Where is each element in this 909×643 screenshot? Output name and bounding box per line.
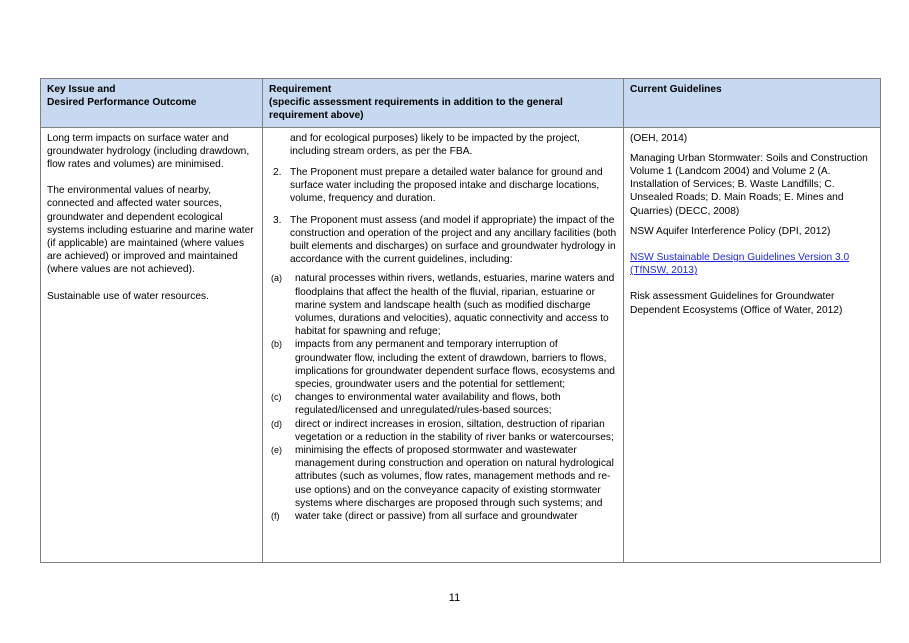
requirement-text: The Proponent must assess (and model if appropriate) the impact of the construction and operation of the project and any ancillary facilities (both built elements and discharges) on surface and groundwater hydrology in accordance with the current guidelines, including: <box>290 214 617 266</box>
guideline-urban-stormwater: Managing Urban Stormwater: Soils and Construction Volume 1 (Landcom 2004) and Volume 2 (A. Installation of Services; B. Waste Landfills; C. Unsealed Roads; D. Main Roads; E. Mines and Quarries) (DECC, 2008) <box>630 152 868 217</box>
header-key-issue <box>41 79 263 128</box>
header-requirement-line2: (specific assessment requirements in addition to the general requirement above) <box>269 97 563 122</box>
sub-item-text: water take (direct or passive) from all surface and groundwater <box>295 511 578 523</box>
sub-item-letter: (b) <box>271 339 282 350</box>
guidelines-cell <box>624 127 881 562</box>
sub-item-text: impacts from any permanent and temporary interruption of groundwater flow, including the extent of drawdown, barriers to flows, implications for groundwater dependent surface flows, ecosystems and species, groundwater users and the potential for settlement; <box>295 339 615 391</box>
sub-item <box>269 272 617 338</box>
header-key-issue-line1: Key Issue and <box>47 84 116 95</box>
sub-item <box>269 391 617 417</box>
guideline-oeh: (OEH, 2014) <box>630 132 688 144</box>
sub-item <box>269 418 617 444</box>
sub-item-text: minimising the effects of proposed stormwater and wastewater management during construction and operation on natural hydrological attributes (such as volumes, flow rates, management methods and re-use options) and on the conveyance capacity of existing stormwater systems where discharges are proposed through such systems; and <box>295 445 614 509</box>
sub-item <box>269 510 617 523</box>
header-requirement-line1: Requirement <box>269 84 332 95</box>
sub-item-text: direct or indirect increases in erosion, siltation, destruction of riparian vegetation or a reduction in the stability of river banks or watercourses; <box>295 418 614 443</box>
header-row <box>41 79 881 128</box>
header-current-guidelines: Current Guidelines <box>624 79 881 128</box>
requirement-item <box>269 166 617 206</box>
sub-item-text: changes to environmental water availability and flows, both regulated/licensed and unregulated/rules-based sources; <box>295 392 561 417</box>
table-row <box>41 127 881 562</box>
requirement-number: 2. <box>273 167 282 179</box>
requirement-item <box>269 214 617 267</box>
requirements-table <box>40 78 881 563</box>
requirement-text: The Proponent must prepare a detailed water balance for ground and surface water including the proposed intake and discharge locations, volume, frequency and duration. <box>290 167 603 205</box>
outcome-cell <box>41 127 263 562</box>
requirement-number: 3. <box>273 214 282 226</box>
outcome-paragraph-1: Long term impacts on surface water and groundwater hydrology (including drawdown, flow rates and volumes) are minimised. <box>47 132 250 171</box>
outcome-paragraph-3: Sustainable use of water resources. <box>47 290 209 302</box>
page-number: 11 <box>448 592 461 604</box>
sub-item-letter: (e) <box>271 445 282 456</box>
sustainable-design-guidelines-link[interactable]: NSW Sustainable Design Guidelines Version 3.0 (TfNSW, 2013) <box>630 252 850 277</box>
sub-item-letter: (c) <box>271 392 282 403</box>
header-key-issue-line2: Desired Performance Outcome <box>47 97 197 109</box>
requirement-sublist <box>269 272 617 523</box>
guideline-design-guidelines <box>630 251 874 277</box>
sub-item-letter: (f) <box>271 511 280 522</box>
guideline-aquifer-policy: NSW Aquifer Interference Policy (DPI, 2012) <box>630 225 831 237</box>
guideline-risk-assessment: Risk assessment Guidelines for Groundwater Dependent Ecosystems (Office of Water, 2012) <box>630 291 843 316</box>
header-requirement <box>263 79 624 128</box>
sub-item-letter: (d) <box>271 418 282 429</box>
sub-item <box>269 444 617 510</box>
sub-item-text: natural processes within rivers, wetlands, estuaries, marine waters and floodplains that affect the health of the fluvial, riparian, estuarine or marine system and landscape health (such as modified discharge volumes, durations and velocities), aquatic connectivity and access to habitat for spawning and refuge; <box>295 273 615 338</box>
outcome-paragraph-2: The environmental values of nearby, connected and affected water sources, groundwater and dependent ecological systems including estuarine and marine water (if applicable) are maintained (where values are achieved) or improved and maintained (where values are not achieved). <box>47 185 254 276</box>
sub-item-letter: (a) <box>271 273 282 284</box>
table-header <box>41 79 881 128</box>
sub-item <box>269 338 617 391</box>
requirement-cell <box>263 127 624 562</box>
requirement-continuation: and for ecological purposes) likely to be impacted by the project, including stream orders, as per the FBA. <box>290 132 580 157</box>
